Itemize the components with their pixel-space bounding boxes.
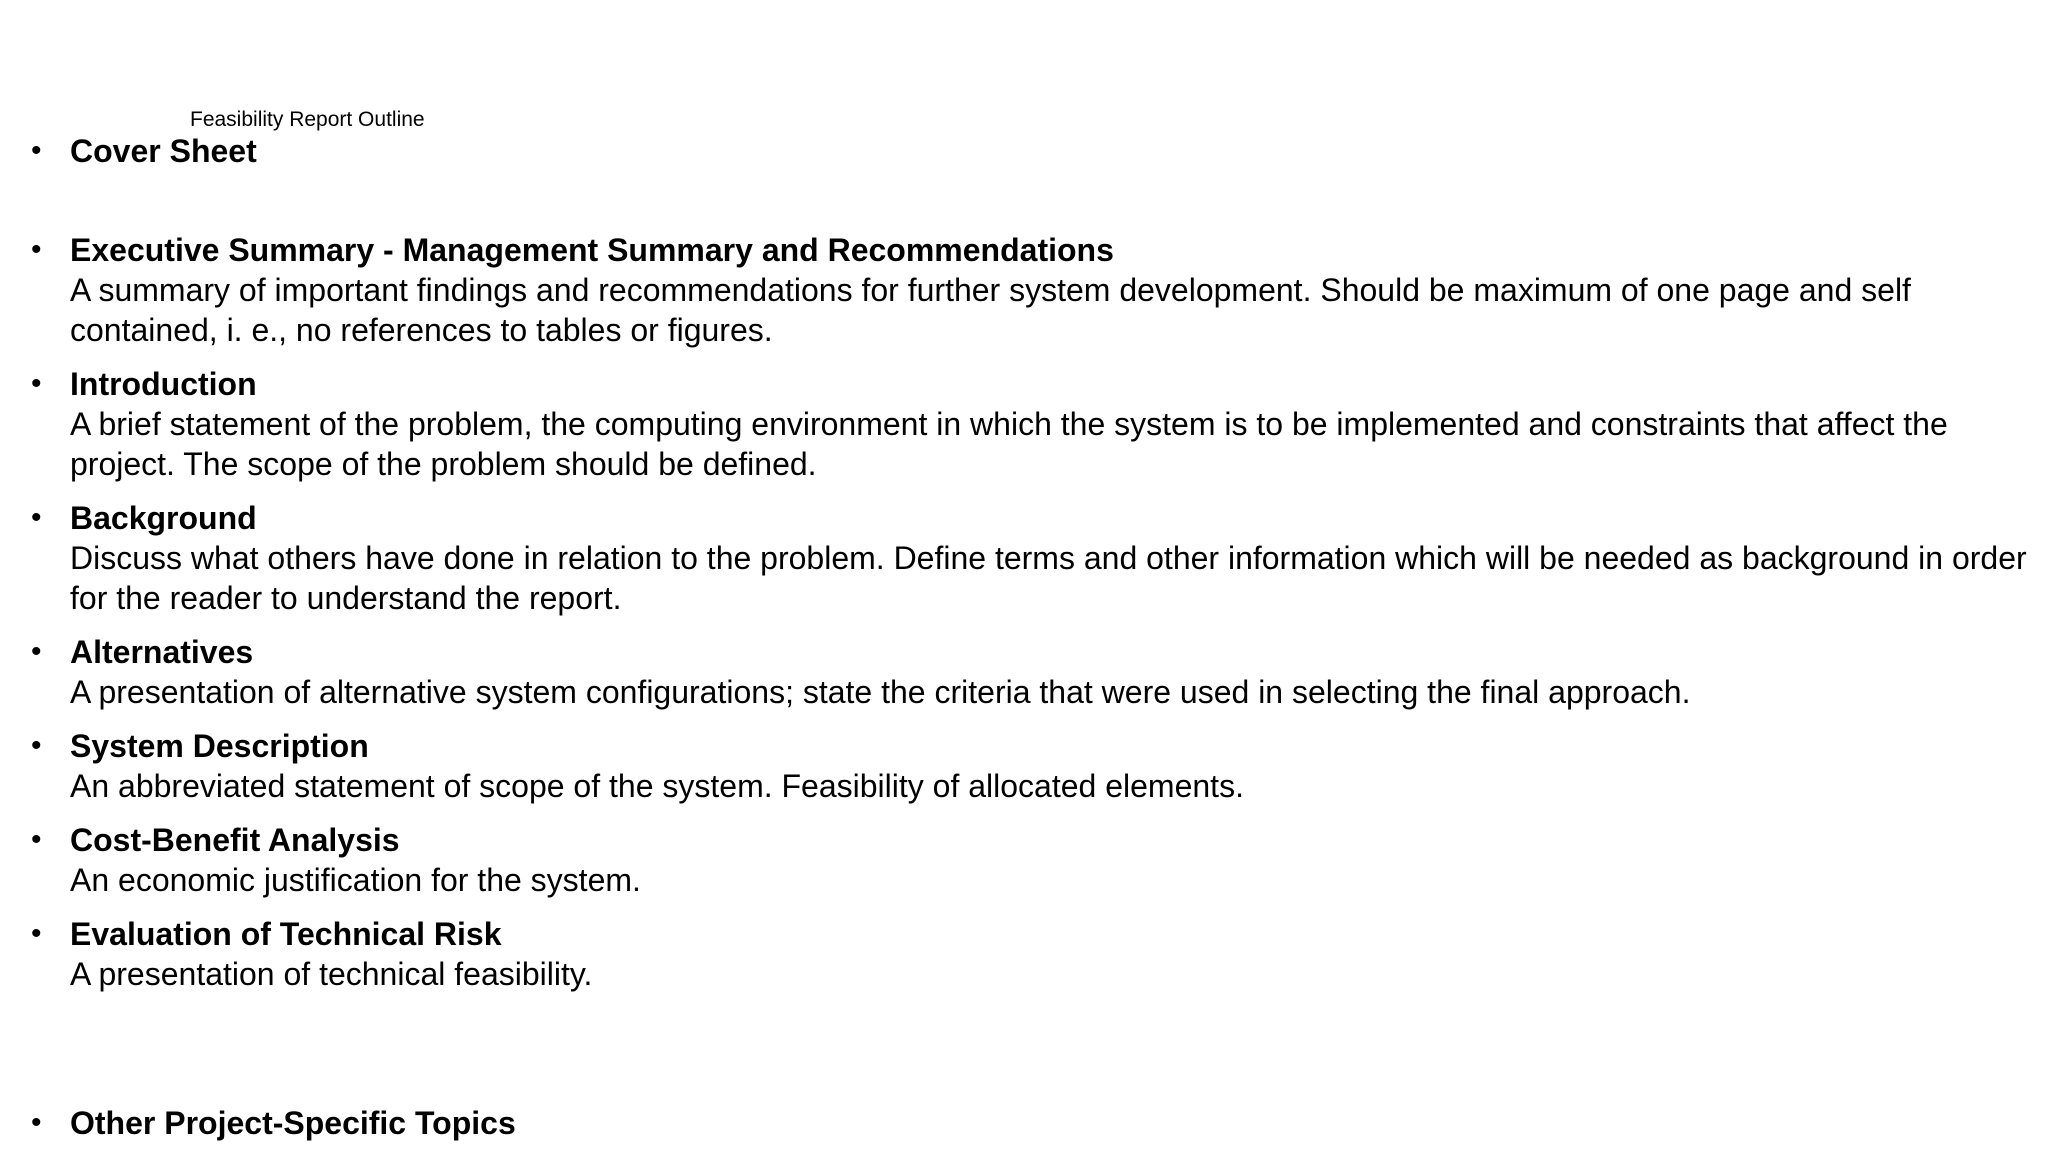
bullet-icon: • xyxy=(31,729,42,762)
item-description: A presentation of technical feasibility. xyxy=(70,956,593,992)
item-description: An abbreviated statement of scope of the system. Feasibility of allocated elements. xyxy=(70,768,1244,804)
item-heading: Other Project-Specific Topics xyxy=(70,1105,516,1141)
item-heading: System Description xyxy=(70,728,369,764)
bullet-icon: • xyxy=(31,635,42,668)
bullet-icon: • xyxy=(31,134,42,167)
item-heading: Executive Summary - Management Summary and Recommendations xyxy=(70,232,1114,268)
item-description: Discuss what others have done in relation to the problem. Define terms and other information which will be needed as background in order for the reader to understand the report. xyxy=(70,540,2027,616)
item-heading: Cover Sheet xyxy=(70,133,257,169)
item-heading: Background xyxy=(70,500,257,536)
item-description: A summary of important findings and recommendations for further system development. Should be maximum of one page and self contained, i. e., no references to tables or figures. xyxy=(70,272,1911,348)
item-description: An economic justification for the system. xyxy=(70,862,641,898)
bullet-icon: • xyxy=(31,367,42,400)
page-title: Feasibility Report Outline xyxy=(190,108,425,131)
item-heading: Alternatives xyxy=(70,634,254,670)
item-description: A brief statement of the problem, the computing environment in which the system is to be implemented and constraints that affect the project. The scope of the problem should be defined. xyxy=(70,406,1948,482)
bullet-icon: • xyxy=(31,917,42,950)
item-heading: Evaluation of Technical Risk xyxy=(70,916,502,952)
bullet-icon: • xyxy=(31,233,42,266)
item-heading: Cost-Benefit Analysis xyxy=(70,822,400,858)
bullet-icon: • xyxy=(31,1106,42,1139)
item-heading: Introduction xyxy=(70,366,257,402)
bullet-icon: • xyxy=(31,823,42,856)
item-description: A presentation of alternative system configurations; state the criteria that were used in selecting the final approach. xyxy=(70,674,1691,710)
bullet-icon: • xyxy=(31,501,42,534)
